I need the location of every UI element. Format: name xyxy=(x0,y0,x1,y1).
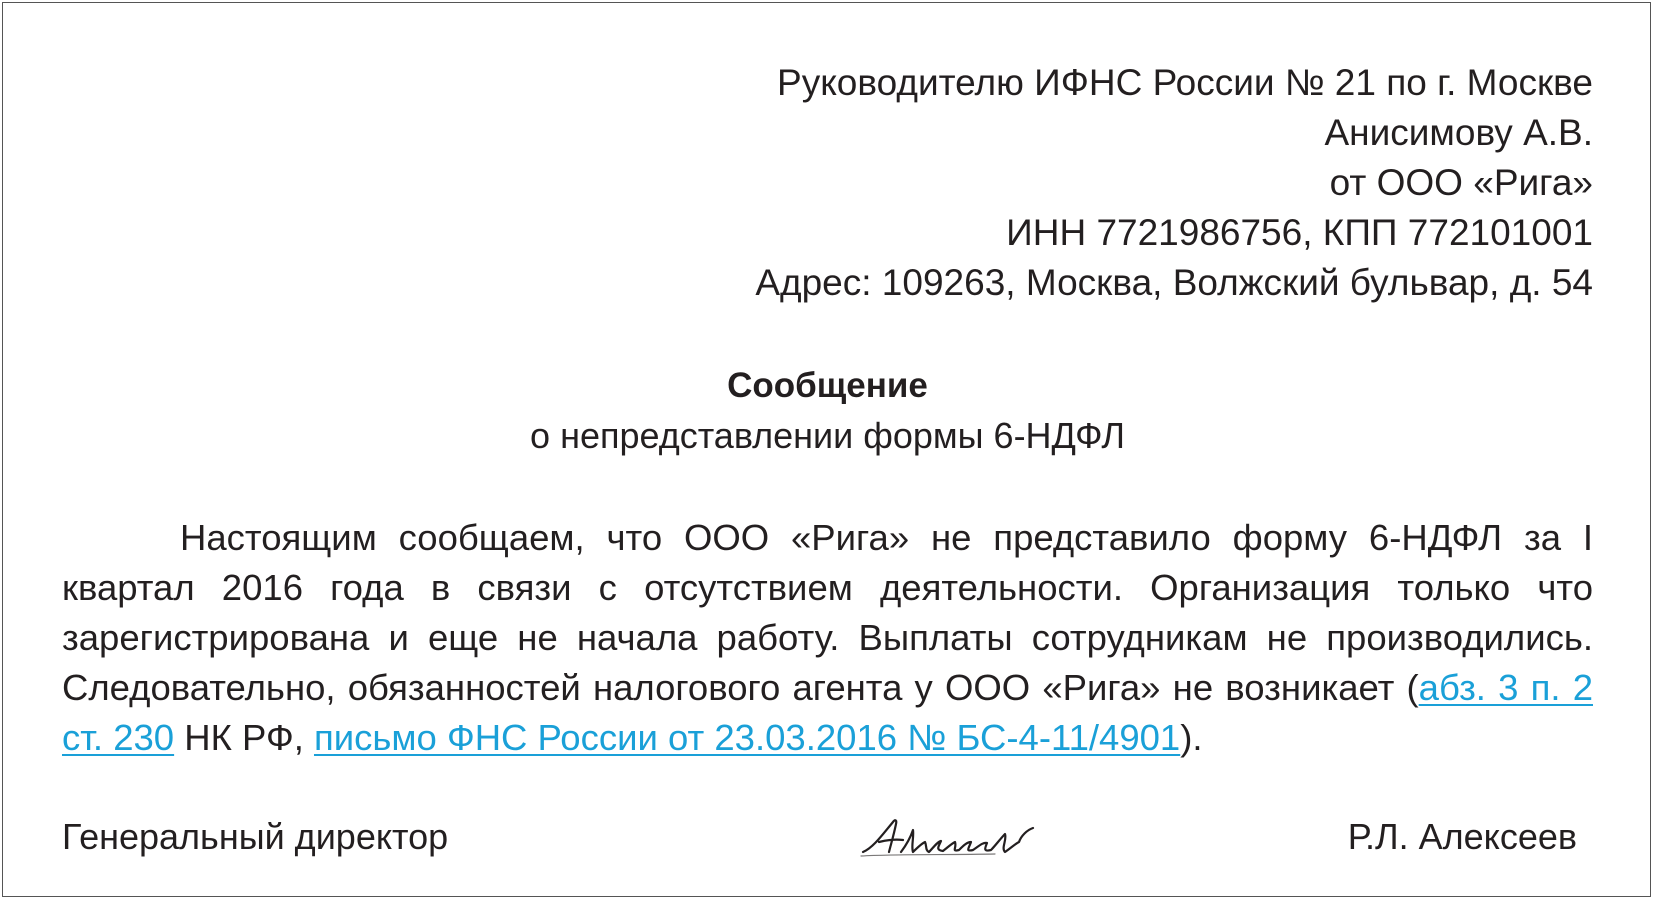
handwritten-signature xyxy=(855,808,1045,868)
document-title: Сообщение xyxy=(727,366,928,405)
addressee-block xyxy=(593,58,1593,308)
body-paragraph xyxy=(62,513,1593,763)
link-tax-code-article[interactable]: абз. 3 п. 2 ст. 230 xyxy=(62,667,1593,758)
body-text-mid: НК РФ, xyxy=(174,717,314,758)
signer-position: Генеральный директор xyxy=(62,816,449,857)
addressee-line-recipient: Руководителю ИФНС России № 21 по г. Москве xyxy=(777,62,1593,103)
addressee-line-from: от ООО «Рига» xyxy=(1329,162,1593,203)
document-subtitle: о непредставлении формы 6-НДФЛ xyxy=(530,415,1125,456)
link-fns-letter[interactable]: письмо ФНС России от 23.03.2016 № БС-4-11/4901 xyxy=(313,717,1181,758)
addressee-line-inn-kpp: ИНН 7721986756, КПП 772101001 xyxy=(1006,212,1593,253)
addressee-line-address: Адрес: 109263, Москва, Волжский бульвар, д. 54 xyxy=(755,262,1593,303)
addressee-line-name: Анисимову А.В. xyxy=(1324,112,1593,153)
signer-name: Р.Л. Алексеев xyxy=(1347,816,1577,857)
body-text-end: ). xyxy=(1180,717,1203,758)
body-text-main: Настоящим сообщаем, что ООО «Рига» не представило форму 6-НДФЛ за I квартал 2016 года в связи с отсутствием деятельности. Организация только что зарегистрирована и еще не начала работу. Выплаты сотрудникам не производились. Следовательно, обязанностей налогового агента у ООО «Рига» не возникает ( xyxy=(62,517,1593,708)
